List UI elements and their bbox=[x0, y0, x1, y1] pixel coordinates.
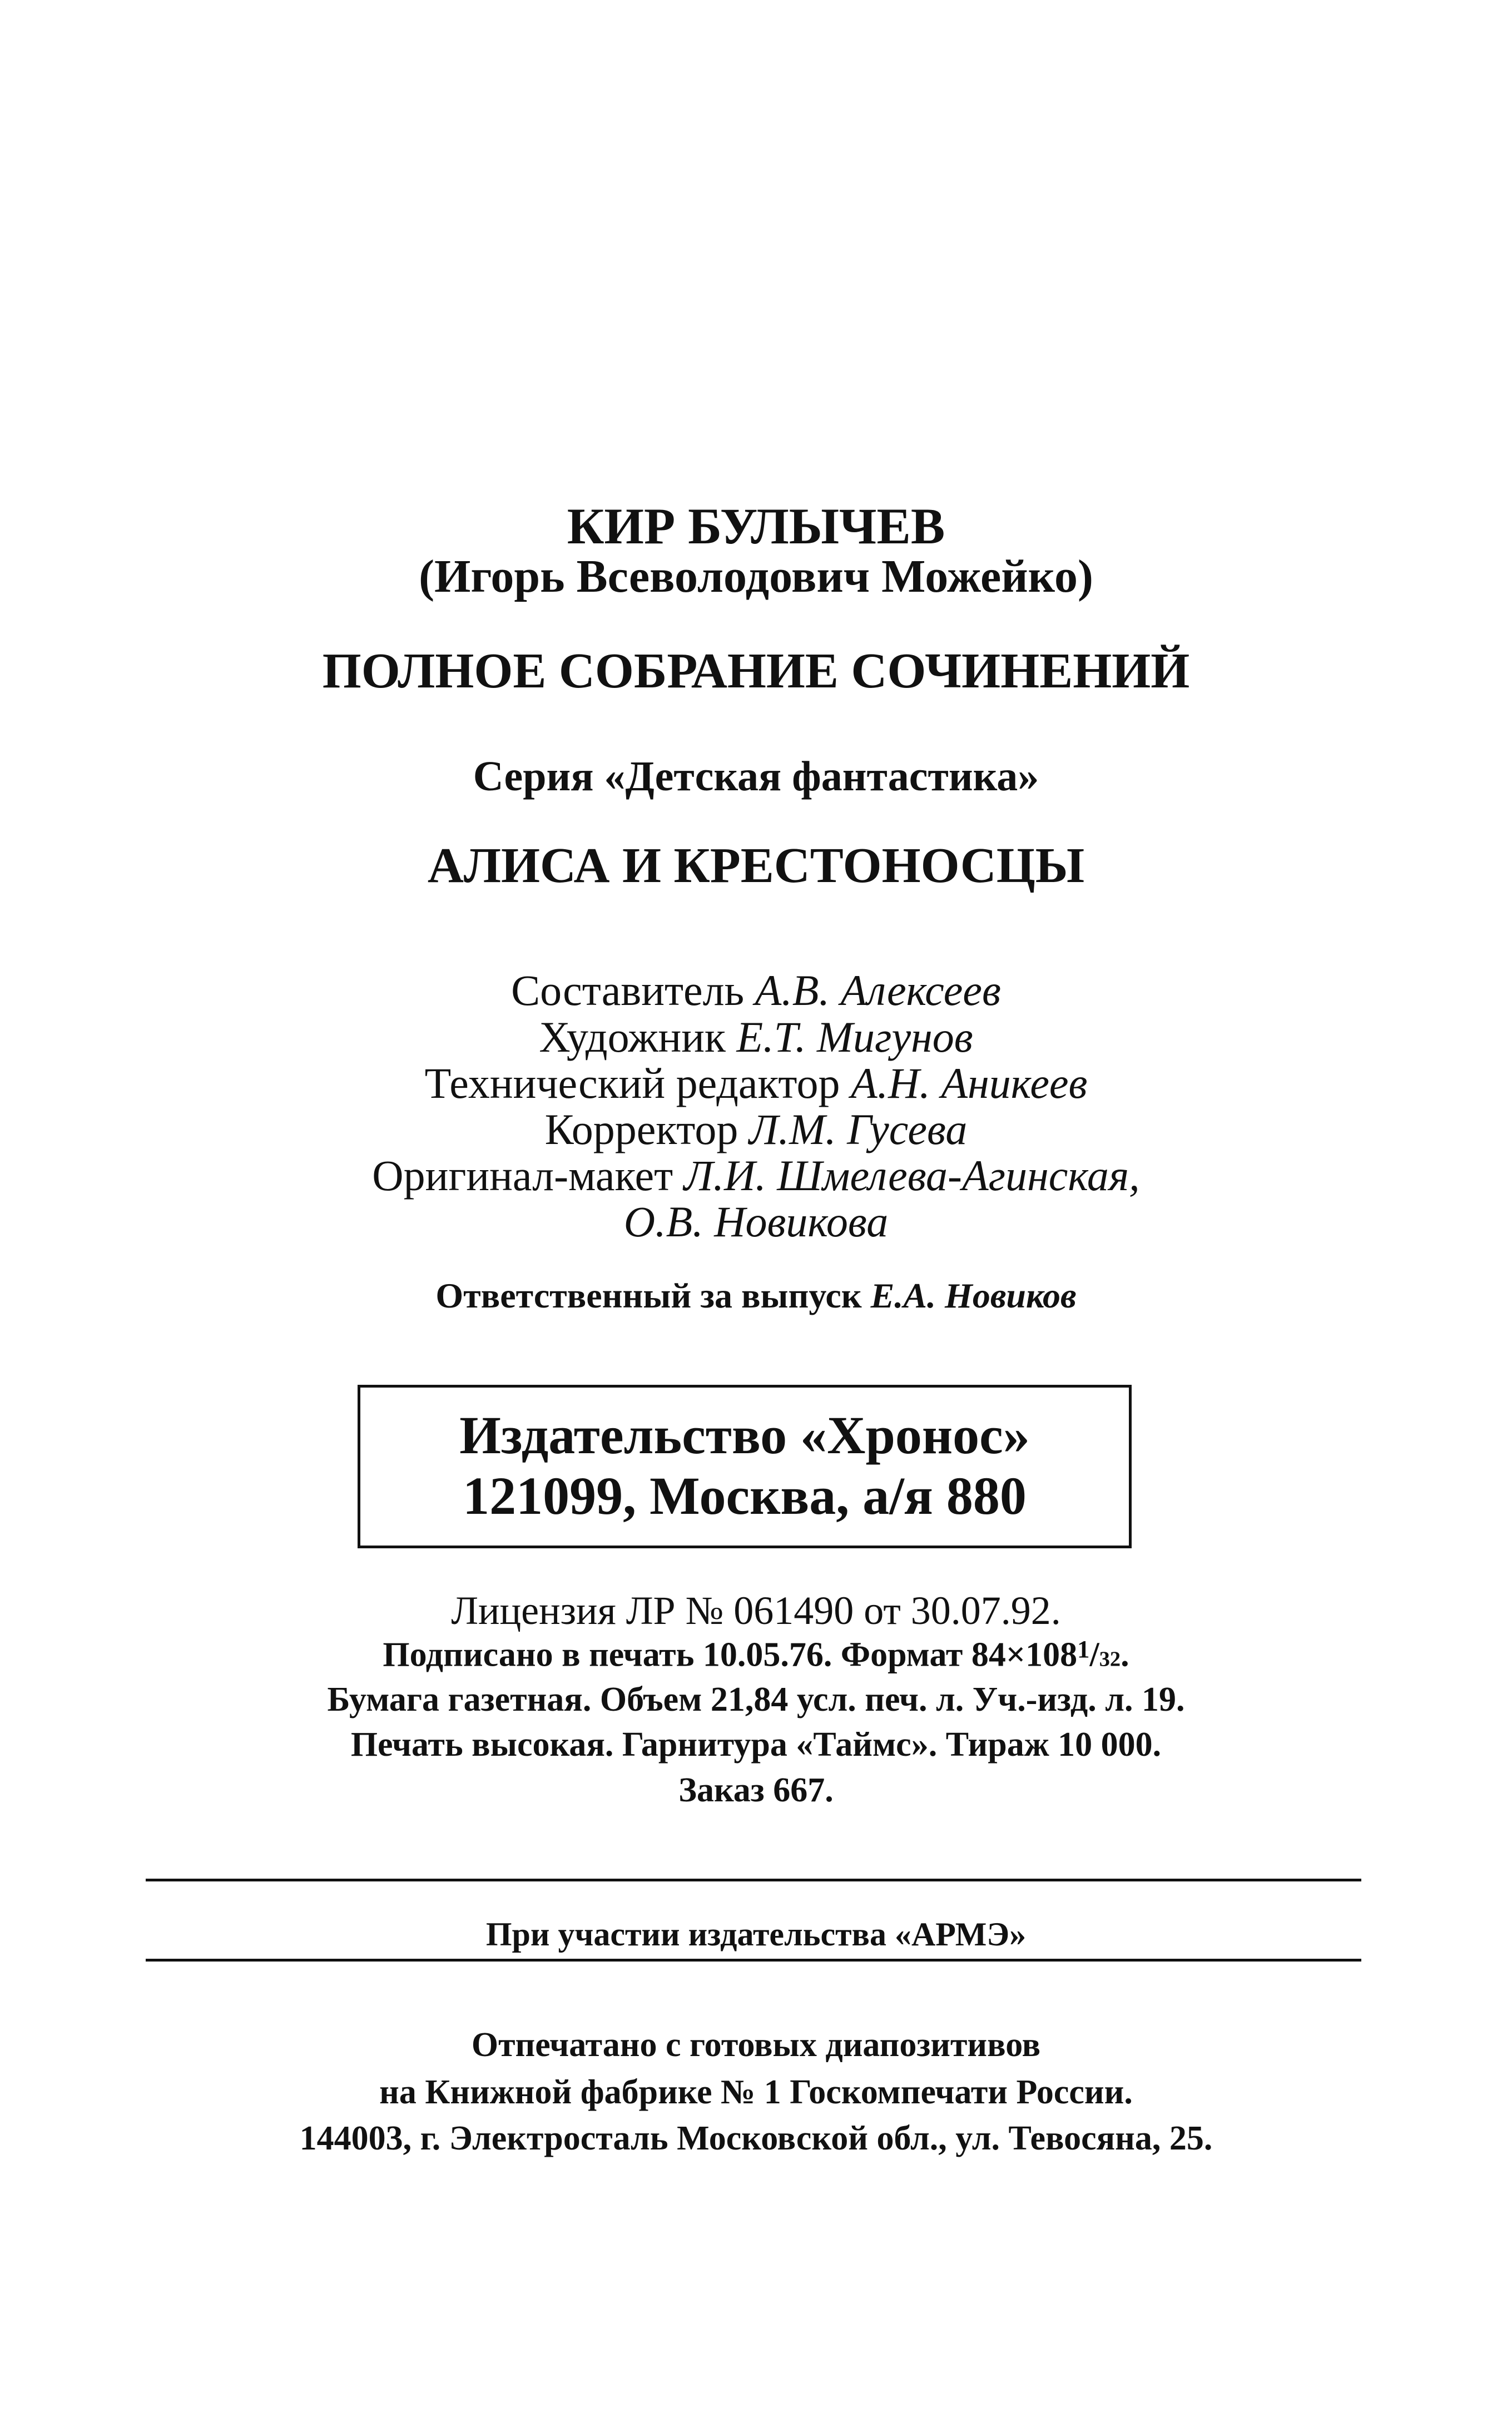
format-fraction-numerator: 1 bbox=[1077, 1635, 1090, 1663]
credit-layout-second bbox=[0, 1197, 1512, 1246]
paper-line: Бумага газетная. Объем 21,84 усл. печ. л. Уч.-изд. л. 19. bbox=[327, 1681, 1185, 1718]
credit-person: Е.Т. Мигунов bbox=[736, 1013, 973, 1061]
publisher-address: 121099, Москва, а/я 880 bbox=[463, 1466, 1027, 1526]
credit-person: О.В. Новикова bbox=[623, 1197, 889, 1246]
license-line: Лицензия ЛР № 061490 от 30.07.92. bbox=[451, 1588, 1061, 1633]
credit-person: А.Н. Аникеев bbox=[850, 1059, 1088, 1107]
signed-line bbox=[0, 1637, 1512, 1672]
credit-person: А.В. Алексеев bbox=[755, 966, 1001, 1014]
format-fraction-denominator: 32 bbox=[1099, 1647, 1121, 1671]
printed-line-2: на Книжной фабрике № 1 Госкомпечати России. bbox=[379, 2073, 1133, 2111]
credit-proofreader bbox=[0, 1105, 1512, 1153]
order-line: Заказ 667. bbox=[678, 1771, 834, 1809]
credit-role: Корректор bbox=[544, 1105, 738, 1153]
credit-role: Составитель bbox=[511, 966, 745, 1014]
author-name: КИР БУЛЫЧЕВ bbox=[567, 498, 945, 554]
credit-technical-editor bbox=[0, 1059, 1512, 1107]
credit-role: Художник bbox=[539, 1013, 726, 1061]
series-title: Серия «Детская фантастика» bbox=[473, 753, 1039, 800]
book-title: АЛИСА И КРЕСТОНОСЦЫ bbox=[427, 838, 1085, 893]
printed-line-1: Отпечатано с готовых диапозитивов bbox=[471, 2026, 1041, 2064]
responsible-line bbox=[0, 1278, 1512, 1314]
printed-line-3: 144003, г. Электросталь Московской обл., ул. Тевосяна, 25. bbox=[299, 2119, 1213, 2157]
credit-role: Технический редактор bbox=[424, 1059, 840, 1107]
printing-line: Печать высокая. Гарнитура «Таймс». Тираж 10 000. bbox=[350, 1726, 1162, 1764]
partner-line: При участии издательства «АРМЭ» bbox=[485, 1916, 1027, 1953]
divider-bottom bbox=[146, 1959, 1361, 1962]
signed-text: Подписано в печать 10.05.76. Формат 84×108 bbox=[383, 1636, 1078, 1674]
responsible-label: Ответственный за выпуск bbox=[435, 1276, 862, 1315]
publisher-name: Издательство «Хронос» bbox=[459, 1405, 1030, 1465]
credit-artist bbox=[0, 1013, 1512, 1061]
credit-person: Л.И. Шмелева-Агинская, bbox=[683, 1151, 1140, 1200]
credit-role: Оригинал-макет bbox=[372, 1151, 673, 1200]
publisher-box bbox=[358, 1385, 1132, 1548]
responsible-person: Е.А. Новиков bbox=[870, 1276, 1077, 1315]
signed-suffix: . bbox=[1121, 1636, 1129, 1674]
credit-person: Л.М. Гусева bbox=[748, 1105, 968, 1153]
format-fraction-separator: / bbox=[1089, 1636, 1099, 1674]
credit-compiler bbox=[0, 966, 1512, 1014]
author-real-name: (Игорь Всеволодович Можейко) bbox=[419, 551, 1093, 602]
credit-layout bbox=[0, 1151, 1512, 1200]
divider-top bbox=[146, 1879, 1361, 1881]
collection-title: ПОЛНОЕ СОБРАНИЕ СОЧИНЕНИЙ bbox=[322, 643, 1190, 699]
